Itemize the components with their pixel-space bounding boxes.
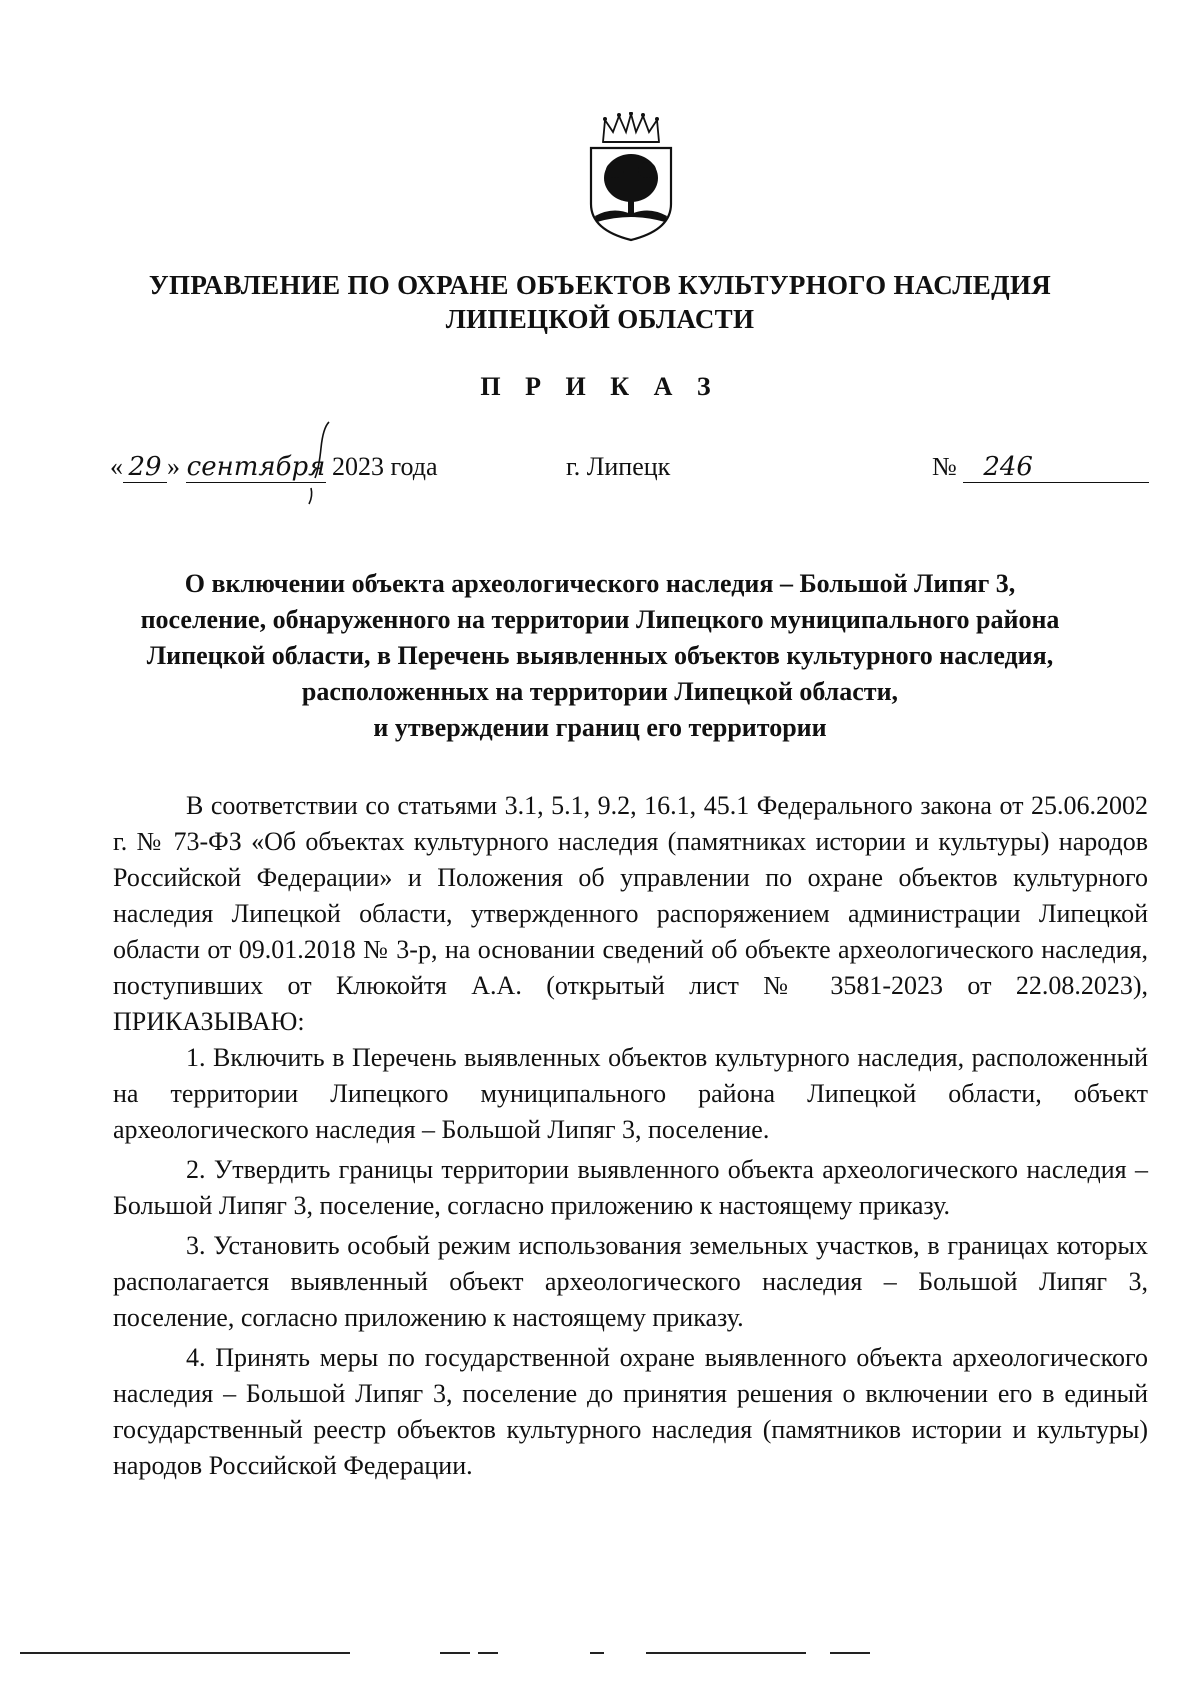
document-city: г. Липецк	[566, 452, 671, 481]
date-day: 29	[123, 452, 167, 483]
document-number	[932, 452, 1149, 483]
footer-rule	[646, 1652, 806, 1654]
document-type: П Р И К А З	[480, 372, 720, 401]
number-label: №	[932, 452, 957, 481]
footer-rule	[440, 1652, 470, 1654]
footer-rule	[830, 1652, 870, 1654]
preamble-paragraph: В соответствии со статьями 3.1, 5.1, 9.2, 16.1, 45.1 Федерального закона от 25.06.2002 г. № 73-ФЗ «Об объектах культурного наследия (памятниках истории и культуры) народов Российской Федерации» и Положения об управлении по охране объектов культурного наследия Липецкой области, утвержденного распоряжением администрации Липецкой области от 09.01.2018 № 3-р, на основании сведений об объекте археологического наследия, поступивших от Клюкойтя А.А. (открытый лист № 3581-2023 от 22.08.2023), ПРИКАЗЫВАЮ:	[113, 791, 1148, 1036]
coat-of-arms-icon	[583, 112, 679, 244]
document-body	[113, 788, 1148, 1484]
footer-rule	[590, 1652, 604, 1654]
agency-name-line2: ЛИПЕЦКОЙ ОБЛАСТИ	[445, 304, 755, 334]
document-date	[110, 452, 438, 483]
order-item-3: 3. Установить особый режим использования земельных участков, в границах которых располагается выявленный объект археологического наследия – Большой Липяг 3, поселение, согласно приложению к настоящему приказу.	[113, 1231, 1148, 1332]
subject-line2: поселение, обнаруженного на территории Липецкого муниципального района	[140, 605, 1060, 634]
agency-name-line1: УПРАВЛЕНИЕ ПО ОХРАНЕ ОБЪЕКТОВ КУЛЬТУРНОГО НАСЛЕДИЯ	[148, 270, 1052, 300]
handwritten-stroke-icon	[285, 418, 345, 508]
agency-name	[80, 268, 1120, 336]
subject-line1: О включении объекта археологического наследия – Большой Липяг 3,	[184, 569, 1016, 598]
number-value: 246	[963, 452, 1149, 483]
close-quote: »	[167, 452, 180, 481]
footer-rule	[478, 1652, 498, 1654]
date-year: 2023 года	[332, 452, 438, 481]
footer-rule	[20, 1652, 350, 1654]
subject-line4: расположенных на территории Липецкой области,	[301, 677, 899, 706]
document-meta-row	[0, 452, 1200, 502]
document-subject	[110, 566, 1090, 746]
open-quote: «	[110, 452, 123, 481]
order-item-1: 1. Включить в Перечень выявленных объектов культурного наследия, расположенный на территории Липецкого муниципального района Липецкой области, объект археологического наследия – Большой Липяг 3, поселение.	[113, 1043, 1148, 1144]
order-item-2: 2. Утвердить границы территории выявленного объекта археологического наследия – Большой Липяг 3, поселение, согласно приложению к настоящему приказу.	[113, 1155, 1148, 1220]
date-month: сентября	[186, 452, 326, 482]
order-item-4: 4. Принять меры по государственной охране выявленного объекта археологического наследия – Большой Липяг 3, поселение до принятия решения о включении его в единый государственный реестр объектов культурного наследия (памятников истории и культуры) народов Российской Федерации.	[113, 1343, 1148, 1480]
subject-line5: и утверждении границ его территории	[373, 713, 827, 742]
subject-line3: Липецкой области, в Перечень выявленных объектов культурного наследия,	[146, 641, 1054, 670]
